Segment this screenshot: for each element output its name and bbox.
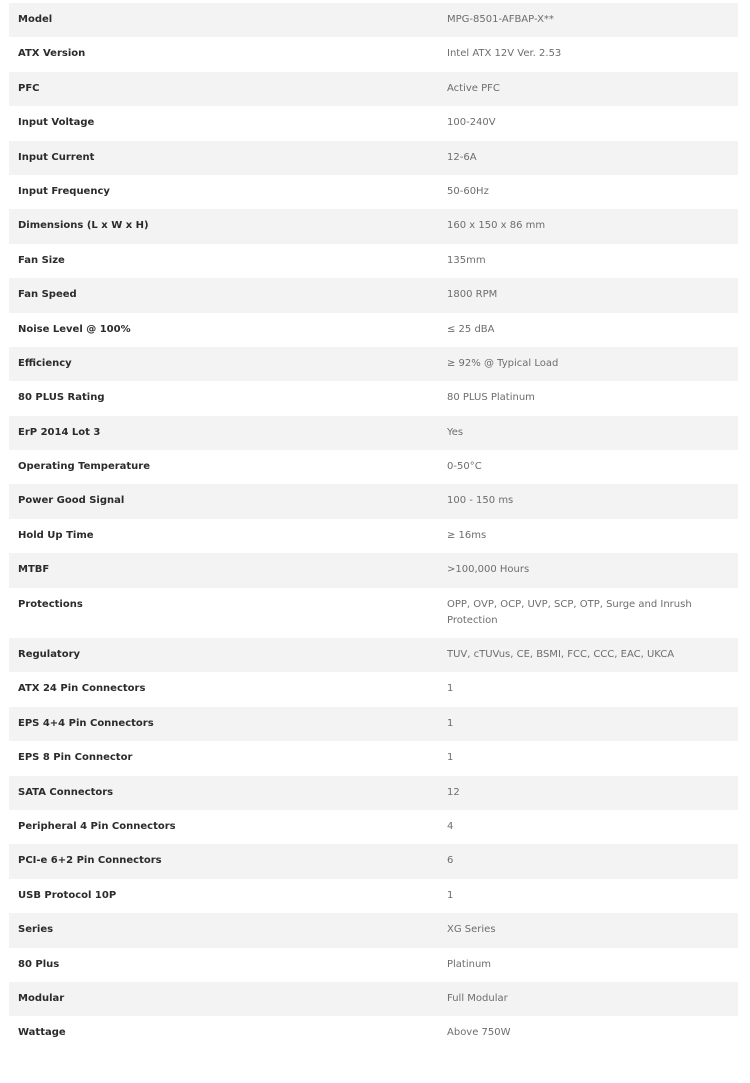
spec-value: Platinum — [447, 958, 492, 970]
spec-value: XG Series — [447, 924, 496, 936]
spec-value: 12-6A — [447, 151, 477, 163]
spec-value: ≥ 92% @ Typical Load — [447, 357, 559, 369]
spec-label: Dimensions (L x W x H) — [18, 220, 149, 232]
spec-row-eps-8-pin — [9, 741, 738, 775]
spec-label: Operating Temperature — [18, 461, 151, 473]
spec-value: 6 — [447, 855, 454, 867]
spec-label: Power Good Signal — [18, 495, 125, 507]
spec-value: TUV, cTUVus, CE, BSMI, FCC, CCC, EAC, UKCA — [447, 649, 675, 661]
spec-label: Noise Level @ 100% — [18, 323, 131, 335]
spec-row-erp — [9, 416, 738, 450]
spec-label: USB Protocol 10P — [18, 889, 117, 901]
spec-row-fan-speed — [9, 278, 738, 312]
spec-row-input-current — [9, 141, 738, 175]
spec-row-80-plus — [9, 948, 738, 982]
spec-label: Peripheral 4 Pin Connectors — [18, 820, 176, 832]
spec-row-power-good-signal — [9, 484, 738, 518]
spec-value: ≥ 16ms — [447, 529, 487, 541]
spec-value: Full Modular — [447, 992, 508, 1004]
spec-row-dimensions — [9, 209, 738, 243]
spec-label: Fan Size — [18, 254, 65, 266]
spec-value: Intel ATX 12V Ver. 2.53 — [447, 48, 562, 60]
spec-row-input-frequency — [9, 175, 738, 209]
spec-row-modular — [9, 982, 738, 1016]
spec-value: 12 — [447, 786, 460, 798]
spec-row-noise-level — [9, 313, 738, 347]
spec-label: PFC — [18, 82, 40, 94]
spec-row-wattage — [9, 1016, 738, 1050]
spec-row-sata — [9, 776, 738, 810]
spec-label: EPS 8 Pin Connector — [18, 752, 133, 764]
spec-label: Regulatory — [18, 649, 81, 661]
spec-label: 80 PLUS Rating — [18, 392, 105, 404]
spec-row-model — [9, 3, 738, 37]
spec-row-pcie-6-2-pin — [9, 844, 738, 878]
spec-value: 4 — [447, 820, 454, 832]
spec-value: 0-50°C — [447, 461, 482, 473]
spec-row-operating-temperature — [9, 450, 738, 484]
spec-label: Input Voltage — [18, 117, 95, 129]
spec-value: 100 - 150 ms — [447, 495, 514, 507]
spec-row-mtbf — [9, 553, 738, 587]
spec-value: Active PFC — [447, 82, 500, 94]
spec-value: MPG-8501-AFBAP-X** — [447, 14, 554, 25]
spec-row-80-plus-rating — [9, 381, 738, 415]
spec-label: Series — [18, 924, 54, 936]
spec-row-eps-4-4-pin — [9, 707, 738, 741]
spec-row-atx-version — [9, 37, 738, 71]
spec-row-input-voltage — [9, 106, 738, 140]
spec-row-regulatory — [9, 638, 738, 672]
spec-label: ATX 24 Pin Connectors — [18, 683, 146, 695]
spec-value: >100,000 Hours — [447, 564, 530, 576]
spec-label: Fan Speed — [18, 289, 77, 301]
spec-value: 100-240V — [447, 117, 496, 129]
spec-label: Hold Up Time — [18, 529, 94, 541]
spec-value: 1 — [447, 717, 454, 729]
spec-row-hold-up-time — [9, 519, 738, 553]
spec-value: 1 — [447, 683, 454, 695]
spec-label: SATA Connectors — [18, 786, 114, 798]
spec-row-efficiency — [9, 347, 738, 381]
spec-value: 80 PLUS Platinum — [447, 392, 535, 404]
spec-value: 1800 RPM — [447, 289, 498, 301]
spec-label: Input Current — [18, 151, 95, 163]
spec-row-fan-size — [9, 244, 738, 278]
spec-row-peripheral-4-pin — [9, 810, 738, 844]
spec-value: 50-60Hz — [447, 185, 489, 197]
spec-row-atx-24-pin — [9, 672, 738, 706]
spec-label: Input Frequency — [18, 185, 110, 197]
spec-value: OPP, OVP, OCP, UVP, SCP, OTP, Surge and Inrush Protection — [447, 598, 692, 626]
spec-label: PCI-e 6+2 Pin Connectors — [18, 855, 162, 867]
spec-label: ErP 2014 Lot 3 — [18, 426, 101, 438]
spec-label: Wattage — [18, 1027, 66, 1039]
spec-label: EPS 4+4 Pin Connectors — [18, 717, 154, 729]
spec-label: Model — [18, 14, 53, 25]
spec-value: Above 750W — [447, 1027, 511, 1039]
spec-value: Yes — [447, 426, 464, 438]
spec-label: Protections — [18, 598, 83, 610]
spec-row-usb-protocol — [9, 879, 738, 913]
spec-row-protections — [9, 588, 738, 638]
spec-label: ATX Version — [18, 48, 86, 60]
spec-label: MTBF — [18, 564, 50, 576]
spec-label: 80 Plus — [18, 958, 60, 970]
spec-value: 135mm — [447, 254, 486, 266]
spec-value: 1 — [447, 752, 454, 764]
spec-value: ≤ 25 dBA — [447, 323, 495, 335]
spec-table — [9, 3, 738, 1051]
spec-row-pfc — [9, 72, 738, 106]
spec-label: Efficiency — [18, 357, 72, 369]
spec-row-series — [9, 913, 738, 947]
spec-value: 160 x 150 x 86 mm — [447, 220, 546, 232]
spec-value: 1 — [447, 889, 454, 901]
spec-label: Modular — [18, 992, 65, 1004]
